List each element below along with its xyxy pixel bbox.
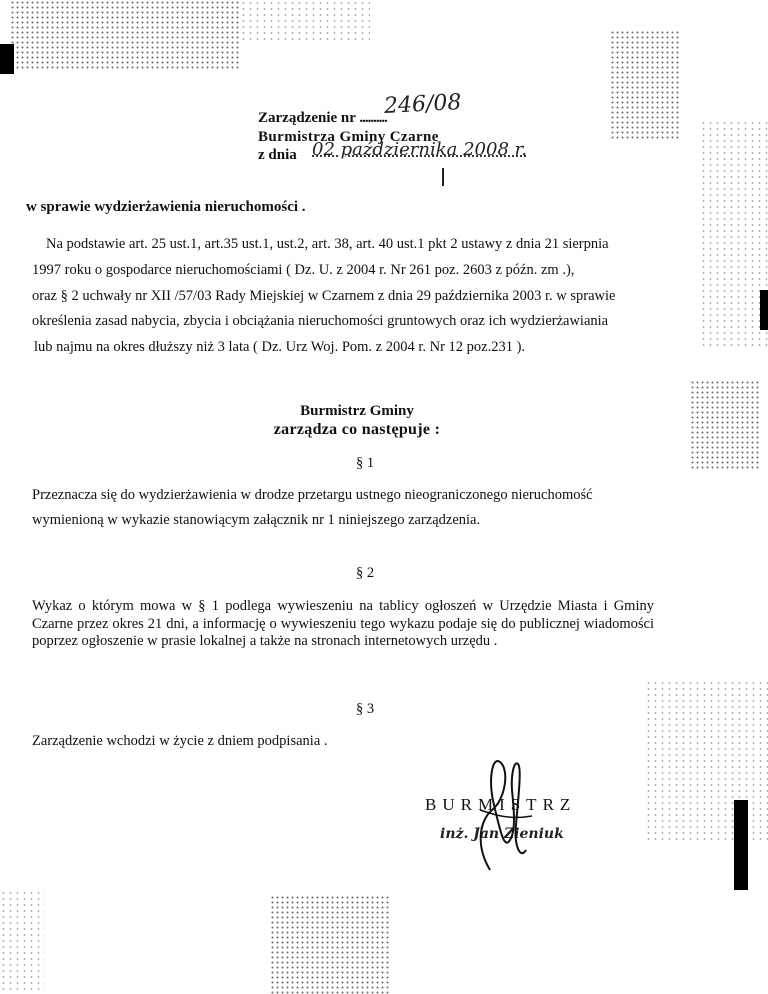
section-2-paragraph: Wykaz o którym mowa w § 1 podlega wywieszeniu na tablicy ogłoszeń w Urzędzie Miasta i Gminy Czarne przez okres 21 dni, a informację o wywieszeniu tego wykazu podaje się do publicznej wiadomości poprzez ogłoszenie w prasie lokalnej a także na stronach internetowych urzędu . [32, 598, 654, 649]
scan-edge-right-mark [760, 290, 768, 330]
subject-line: w sprawie wydzierżawienia nieruchomości . [26, 199, 306, 215]
date-handwritten: 02 października 2008 r. [312, 139, 527, 160]
scan-noise-bottom [270, 895, 390, 994]
preamble-line: Na podstawie art. 25 ust.1, art.35 ust.1, ust.2, art. 38, art. 40 ust.1 pkt 2 ustawy z dnia 21 sierpnia [46, 236, 609, 252]
section-2-heading: § 2 [355, 565, 375, 581]
scan-edge-right-bar [734, 800, 748, 890]
date-label: z dnia [258, 147, 297, 163]
section-3-line: Zarządzenie wchodzi w życie z dniem podpisania . [32, 733, 328, 749]
preamble-line: określenia zasad nabycia, zbycia i obciążania nieruchomości gruntowych oraz ich wydzierżawiania [32, 313, 609, 329]
authority-title: Burmistrz Gminy [300, 403, 414, 419]
date-line [258, 147, 297, 164]
section-1-heading: § 1 [355, 455, 375, 471]
scan-noise-top-left [10, 0, 240, 70]
preamble-line: lub najmu na okres dłuższy niż 3 lata ( Dz. Urz Woj. Pom. z 2004 r. Nr 12 poz.231 ). [34, 339, 526, 355]
section-1-line: Przeznacza się do wydzierżawienia w drodze przetargu ustnego nieograniczonego nieruchomość [32, 487, 593, 503]
handwritten-stroke [442, 168, 444, 186]
ordinance-number-label: Zarządzenie nr [258, 110, 356, 126]
section-1-line: wymienioną w wykazie stanowiącym załącznik nr 1 niniejszego zarządzenia. [32, 512, 481, 528]
scan-noise-right-edge [700, 120, 768, 350]
handwritten-signature [470, 750, 550, 880]
authority-decision: zarządza co następuje : [273, 421, 441, 438]
preamble-line: oraz § 2 uchwały nr XII /57/03 Rady Miejskiej w Czarnem z dnia 29 października 2003 r. w sprawie [32, 288, 616, 304]
section-3-heading: § 3 [355, 701, 375, 717]
official-stamp-name: inż. Jan Zieniuk [440, 826, 564, 842]
official-stamp-title: BURMISTRZ [425, 795, 577, 814]
issuer-line: Burmistrza Gminy Czarne [258, 129, 439, 145]
scan-noise-top-right [610, 30, 680, 140]
ordinance-number-handwritten: 246/08 [383, 89, 463, 120]
scan-noise-bottom-left [0, 890, 45, 994]
scan-noise-top-center [240, 0, 370, 40]
preamble-line: 1997 roku o gospodarce nieruchomościami ( Dz. U. z 2004 r. Nr 261 poz. 2603 z późn. zm .), [32, 262, 575, 278]
ordinance-number-line: Zarządzenie nr .......... [258, 110, 387, 126]
